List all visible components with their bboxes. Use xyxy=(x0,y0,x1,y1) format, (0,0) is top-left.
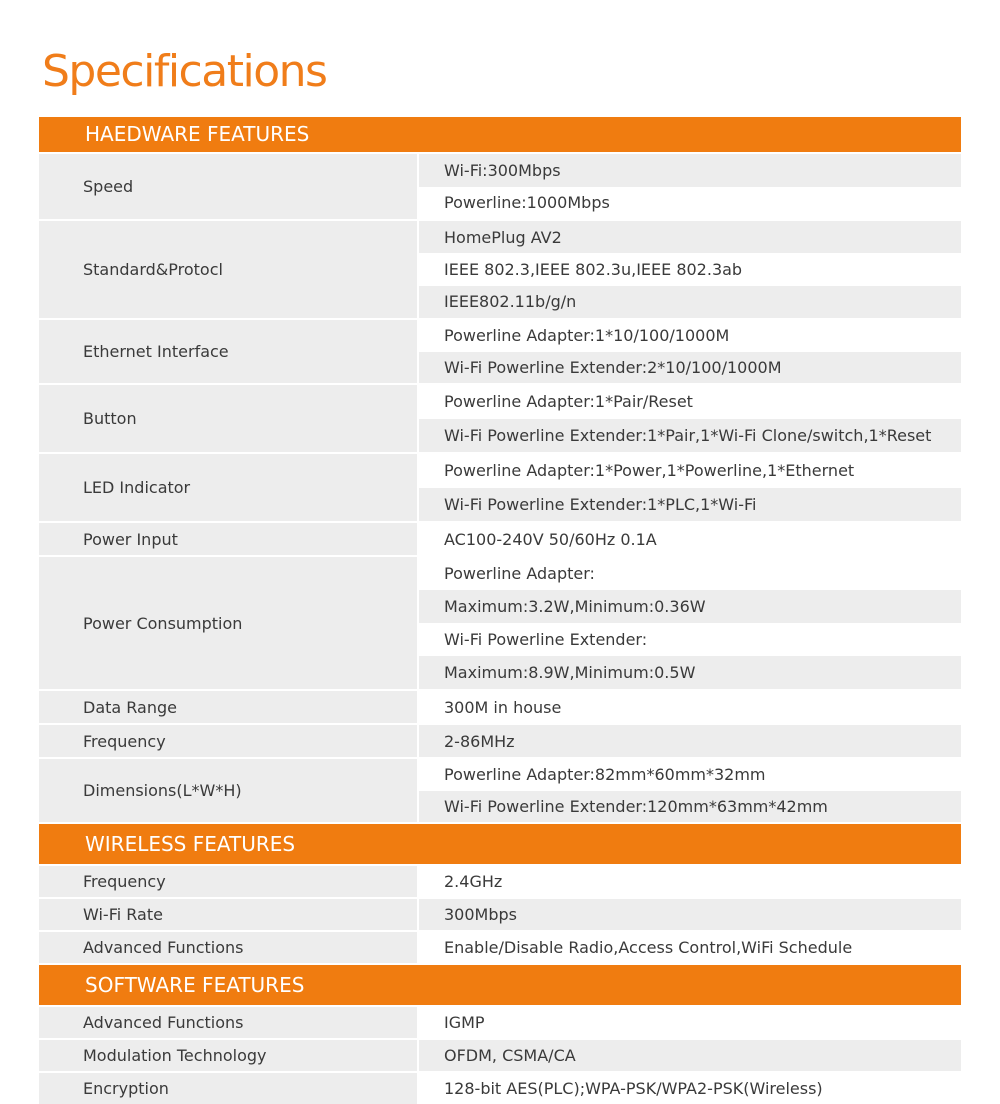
spec-value: Wi-Fi:300Mbps xyxy=(419,154,961,187)
spec-row-power-input xyxy=(39,521,961,555)
spec-label: Encryption xyxy=(39,1073,417,1104)
spec-value: IEEE802.11b/g/n xyxy=(419,286,961,318)
spec-row-dimensions xyxy=(39,757,961,822)
spec-value: Powerline Adapter: xyxy=(419,557,961,590)
spec-values xyxy=(417,523,961,555)
spec-value: Wi-Fi Powerline Extender:2*10/100/1000M xyxy=(419,352,961,384)
spec-label: Button xyxy=(39,385,417,452)
spec-values xyxy=(417,1007,961,1038)
spec-value: Enable/Disable Radio,Access Control,WiFi Schedule xyxy=(419,932,961,963)
section-header-software: SOFTWARE FEATURES xyxy=(39,965,961,1005)
spec-value: Powerline:1000Mbps xyxy=(419,187,961,220)
spec-values xyxy=(417,1073,961,1104)
spec-row-power-consumption xyxy=(39,555,961,689)
section-header-wireless: WIRELESS FEATURES xyxy=(39,824,961,864)
spec-label: Advanced Functions xyxy=(39,1007,417,1038)
spec-value: OFDM, CSMA/CA xyxy=(419,1040,961,1071)
spec-row-standard xyxy=(39,219,961,318)
spec-row-modulation xyxy=(39,1038,961,1071)
spec-values xyxy=(417,385,961,452)
spec-values xyxy=(417,691,961,723)
spec-label: Advanced Functions xyxy=(39,932,417,963)
spec-values xyxy=(417,1040,961,1071)
spec-row-ethernet xyxy=(39,318,961,383)
spec-value: Powerline Adapter:1*Pair/Reset xyxy=(419,385,961,419)
spec-row-button xyxy=(39,383,961,452)
spec-label: Dimensions(L*W*H) xyxy=(39,759,417,822)
spec-label: Standard&Protocl xyxy=(39,221,417,318)
spec-value: Wi-Fi Powerline Extender:120mm*63mm*42mm xyxy=(419,791,961,823)
page-title: Specifications xyxy=(42,46,327,97)
spec-label: LED Indicator xyxy=(39,454,417,521)
spec-row-wireless-advanced xyxy=(39,930,961,963)
spec-value: IGMP xyxy=(419,1007,961,1038)
spec-values xyxy=(417,932,961,963)
spec-value: Powerline Adapter:1*10/100/1000M xyxy=(419,320,961,352)
spec-label: Frequency xyxy=(39,866,417,897)
spec-label: Ethernet Interface xyxy=(39,320,417,383)
spec-row-wireless-frequency xyxy=(39,864,961,897)
spec-value: Powerline Adapter:82mm*60mm*32mm xyxy=(419,759,961,791)
spec-value: IEEE 802.3,IEEE 802.3u,IEEE 802.3ab xyxy=(419,253,961,285)
spec-row-wifi-rate xyxy=(39,897,961,930)
spec-value: 2-86MHz xyxy=(419,725,961,757)
spec-value: 2.4GHz xyxy=(419,866,961,897)
spec-values xyxy=(417,866,961,897)
spec-value: AC100-240V 50/60Hz 0.1A xyxy=(419,523,961,555)
spec-values xyxy=(417,320,961,383)
section-header-hardware: HAEDWARE FEATURES xyxy=(39,117,961,152)
spec-label: Speed xyxy=(39,154,417,219)
spec-value: HomePlug AV2 xyxy=(419,221,961,253)
spec-row-led xyxy=(39,452,961,521)
spec-label: Data Range xyxy=(39,691,417,723)
spec-values xyxy=(417,221,961,318)
spec-row-frequency xyxy=(39,723,961,757)
spec-value: 300M in house xyxy=(419,691,961,723)
spec-values xyxy=(417,154,961,219)
spec-value: Wi-Fi Powerline Extender:1*Pair,1*Wi-Fi Clone/switch,1*Reset xyxy=(419,419,961,453)
spec-values xyxy=(417,725,961,757)
spec-label: Power Input xyxy=(39,523,417,555)
spec-row-encryption xyxy=(39,1071,961,1104)
spec-value: Wi-Fi Powerline Extender: xyxy=(419,623,961,656)
spec-values xyxy=(417,454,961,521)
spec-values xyxy=(417,759,961,822)
spec-row-speed xyxy=(39,152,961,219)
spec-value: 128-bit AES(PLC);WPA-PSK/WPA2-PSK(Wireless) xyxy=(419,1073,961,1104)
spec-label: Modulation Technology xyxy=(39,1040,417,1071)
spec-label: Frequency xyxy=(39,725,417,757)
spec-values xyxy=(417,557,961,689)
spec-values xyxy=(417,899,961,930)
spec-sheet xyxy=(39,117,961,1104)
spec-value: Wi-Fi Powerline Extender:1*PLC,1*Wi-Fi xyxy=(419,488,961,522)
spec-value: 300Mbps xyxy=(419,899,961,930)
spec-row-data-range xyxy=(39,689,961,723)
spec-value: Maximum:3.2W,Minimum:0.36W xyxy=(419,590,961,623)
spec-label: Wi-Fi Rate xyxy=(39,899,417,930)
spec-label: Power Consumption xyxy=(39,557,417,689)
spec-value: Powerline Adapter:1*Power,1*Powerline,1*Ethernet xyxy=(419,454,961,488)
spec-value: Maximum:8.9W,Minimum:0.5W xyxy=(419,656,961,689)
spec-row-software-advanced xyxy=(39,1005,961,1038)
